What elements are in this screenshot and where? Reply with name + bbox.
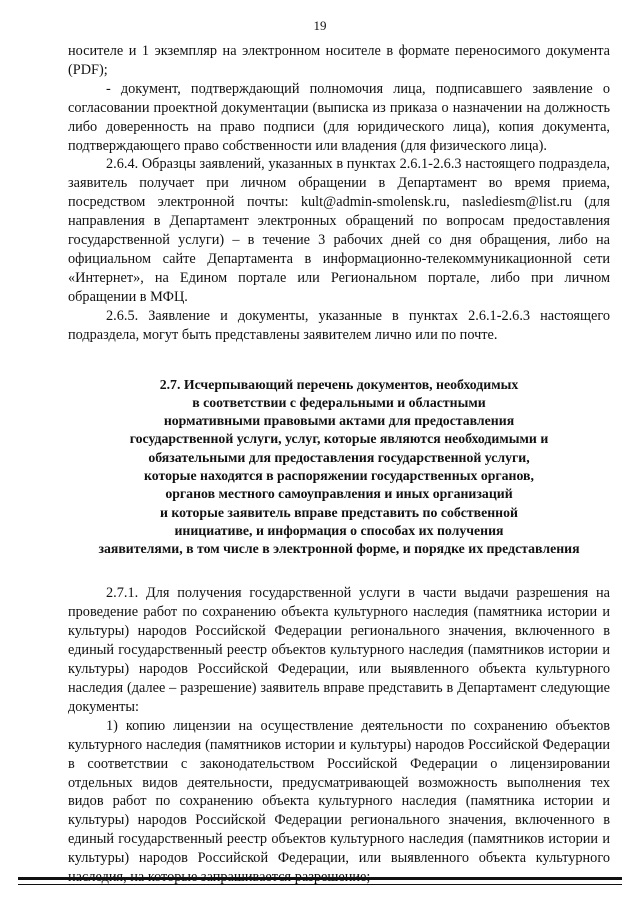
heading-line: государственной услуги, услуг, которые являются необходимыми и bbox=[129, 431, 549, 447]
heading-line: органов местного самоуправления и иных организаций bbox=[165, 486, 513, 502]
section-heading-2-7 bbox=[68, 376, 610, 559]
heading-line: в соответствии с федеральными и областными bbox=[192, 394, 486, 410]
document-body bbox=[68, 42, 610, 887]
footer-rule-thick bbox=[18, 877, 622, 880]
paragraph-2-6-5: 2.6.5. Заявление и документы, указанные в пунктах 2.6.1-2.6.3 настоящего подраздела, могут быть представлены заявителем лично или по почте. bbox=[68, 307, 610, 343]
heading-line: инициативе, и информация о способах их получения bbox=[174, 522, 504, 538]
heading-line: заявителями, в том числе в электронной форме, и порядке их представления bbox=[98, 541, 580, 557]
heading-line: нормативными правовыми актами для предоставления bbox=[163, 413, 515, 429]
heading-line: которые находятся в распоряжении государственных органов, bbox=[144, 467, 534, 483]
heading-line: и которые заявитель вправе представить по собственной bbox=[160, 504, 518, 520]
footer-rule-thin bbox=[18, 884, 622, 885]
paragraph-2-7-1: 2.7.1. Для получения государственной услуги в части выдачи разрешения на проведение работ по сохранению объекта культурного наследия (памятника истории и культуры) народов Российской Федерации регионального значения, включенного в единый государственный реестр объектов культурного наследия (памятников истории и культуры) народов Российской Федерации, или выявленного объекта культурного наследия (далее – разрешение) заявитель вправе представить в Департамент следующие документы: bbox=[68, 585, 610, 715]
paragraph-authority-document: - документ, подтверждающий полномочия лица, подписавшего заявление о согласовании проектной документации (выписка из приказа о назначении на должность либо доверенность на право подписи (для юридического лица), копия документа, подтверждающего право собственности или владения (для физического лица). bbox=[68, 80, 610, 154]
paragraph-list-item-1: 1) копию лицензии на осуществление деятельности по сохранению объектов культурного наследия (памятников истории и культуры) народов Российской Федерации в соответствии с законодательством Российской Федерации о лицензировании отдельных видов деятельности, предусматривающей возможность выполнения тех видов работ по сохранению объекта культурного наследия (памятника истории и культуры) народов Российской Федерации регионального значения, включенного в единый государственный реестр объектов культурного наследия (памятников истории и культуры) народов Российской Федерации, или выявленного объекта культурного bbox=[68, 717, 610, 867]
paragraph-continuation: носителе и 1 экземпляр на электронном носителе в формате переносимого документа (PDF); bbox=[68, 43, 610, 78]
heading-line: 2.7. Исчерпывающий перечень документов, необходимых bbox=[159, 376, 519, 392]
paragraph-2-6-4: 2.6.4. Образцы заявлений, указанных в пунктах 2.6.1-2.6.3 настоящего подраздела, заявитель получает при личном обращении в Департамент во время приема, посредством электронной почты: kult@admin-smolensk.ru, naslediesm@list.ru (для направления в Департамент электронных обращений по вопросам предоставления государственной услуги) – в течение 3 рабочих дней со дня обращения, либо на официальном сайте Департамента в информационно-телекоммуникационной сети «Интернет», на Едином портале или Региональном портале, либо при личном обращении в МФЦ. bbox=[68, 156, 610, 305]
heading-line: обязательными для предоставления государственной услуги, bbox=[148, 449, 530, 465]
page-number: 19 bbox=[313, 18, 327, 33]
